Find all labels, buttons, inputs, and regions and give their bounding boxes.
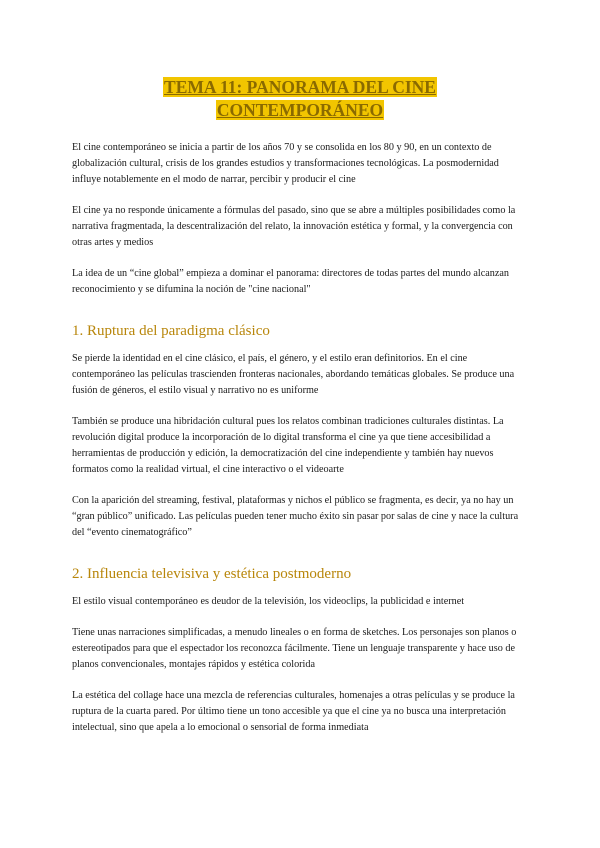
page-title	[72, 76, 528, 122]
section-heading: 1. Ruptura del paradigma clásico	[72, 323, 270, 339]
title-line-2: CONTEMPORÁNEO	[216, 100, 384, 120]
body-paragraph: También se produce una hibridación cultural pues los relatos combinan tradiciones culturales distintas. La revolución digital produce la incorporación de lo digital transforma el cine ya que tiene accesibilidad a herramientas de producción y edición, la democratización del cine independiente y también hay nuevos formatos como la realidad virtual, el cine interactivo o el videoarte	[72, 416, 504, 475]
intro-paragraph: El cine ya no responde únicamente a fórmulas del pasado, sino que se abre a múltiples posibilidades como la narrativa fragmentada, la descentralización del relato, la innovación estética y formal, y la convergencia con otras artes y medios	[72, 205, 516, 248]
body-paragraph: El estilo visual contemporáneo es deudor de la televisión, los videoclips, la publicidad e internet	[72, 596, 465, 607]
section-heading: 2. Influencia televisiva y estética postmoderno	[72, 566, 352, 582]
body-paragraph: Se pierde la identidad en el cine clásico, el país, el género, y el estilo eran definitorios. En el cine contemporáneo las películas trascienden fronteras nacionales, abordando temáticas globales. Se produce una fusión de géneros, el estilo visual y narrativo no es uniforme	[72, 353, 515, 396]
body-paragraph: Tiene unas narraciones simplificadas, a menudo lineales o en forma de sketches. Los personajes son planos o estereotipados para que el espectador los reconozca fácilmente. Tiene un lenguaje transparente y hace uso de planos convencionales, montajes rápidos y estética colorida	[72, 627, 517, 670]
body-paragraph: Con la aparición del streaming, festival, plataformas y nichos el público se fragmenta, es decir, ya no hay un “gran público” unificado. Las películas pueden tener mucho éxito sin pasar por salas de cine y nace la cultura del “evento cinematográfico”	[72, 495, 519, 538]
intro-paragraph: La idea de un “cine global” empieza a dominar el panorama: directores de todas partes del mundo alcanzan reconocimiento y se difumina la noción de "cine nacional"	[72, 268, 510, 295]
title-line-1: TEMA 11: PANORAMA DEL CINE	[164, 77, 436, 97]
intro-paragraph: El cine contemporáneo se inicia a partir de los años 70 y se consolida en los 80 y 90, en un contexto de globalización cultural, crisis de los grandes estudios y transformaciones tecnológicas. La posmodernidad influye notablemente en el modo de narrar, percibir y producir el cine	[72, 142, 499, 185]
body-paragraph: La estética del collage hace una mezcla de referencias culturales, homenajes a otras películas y se produce la ruptura de la cuarta pared. Por último tiene un tono accesible ya que el cine ya no busca una interpretación intelectual, sino que apela a lo emocional o sensorial de forma inmediata	[72, 690, 515, 733]
